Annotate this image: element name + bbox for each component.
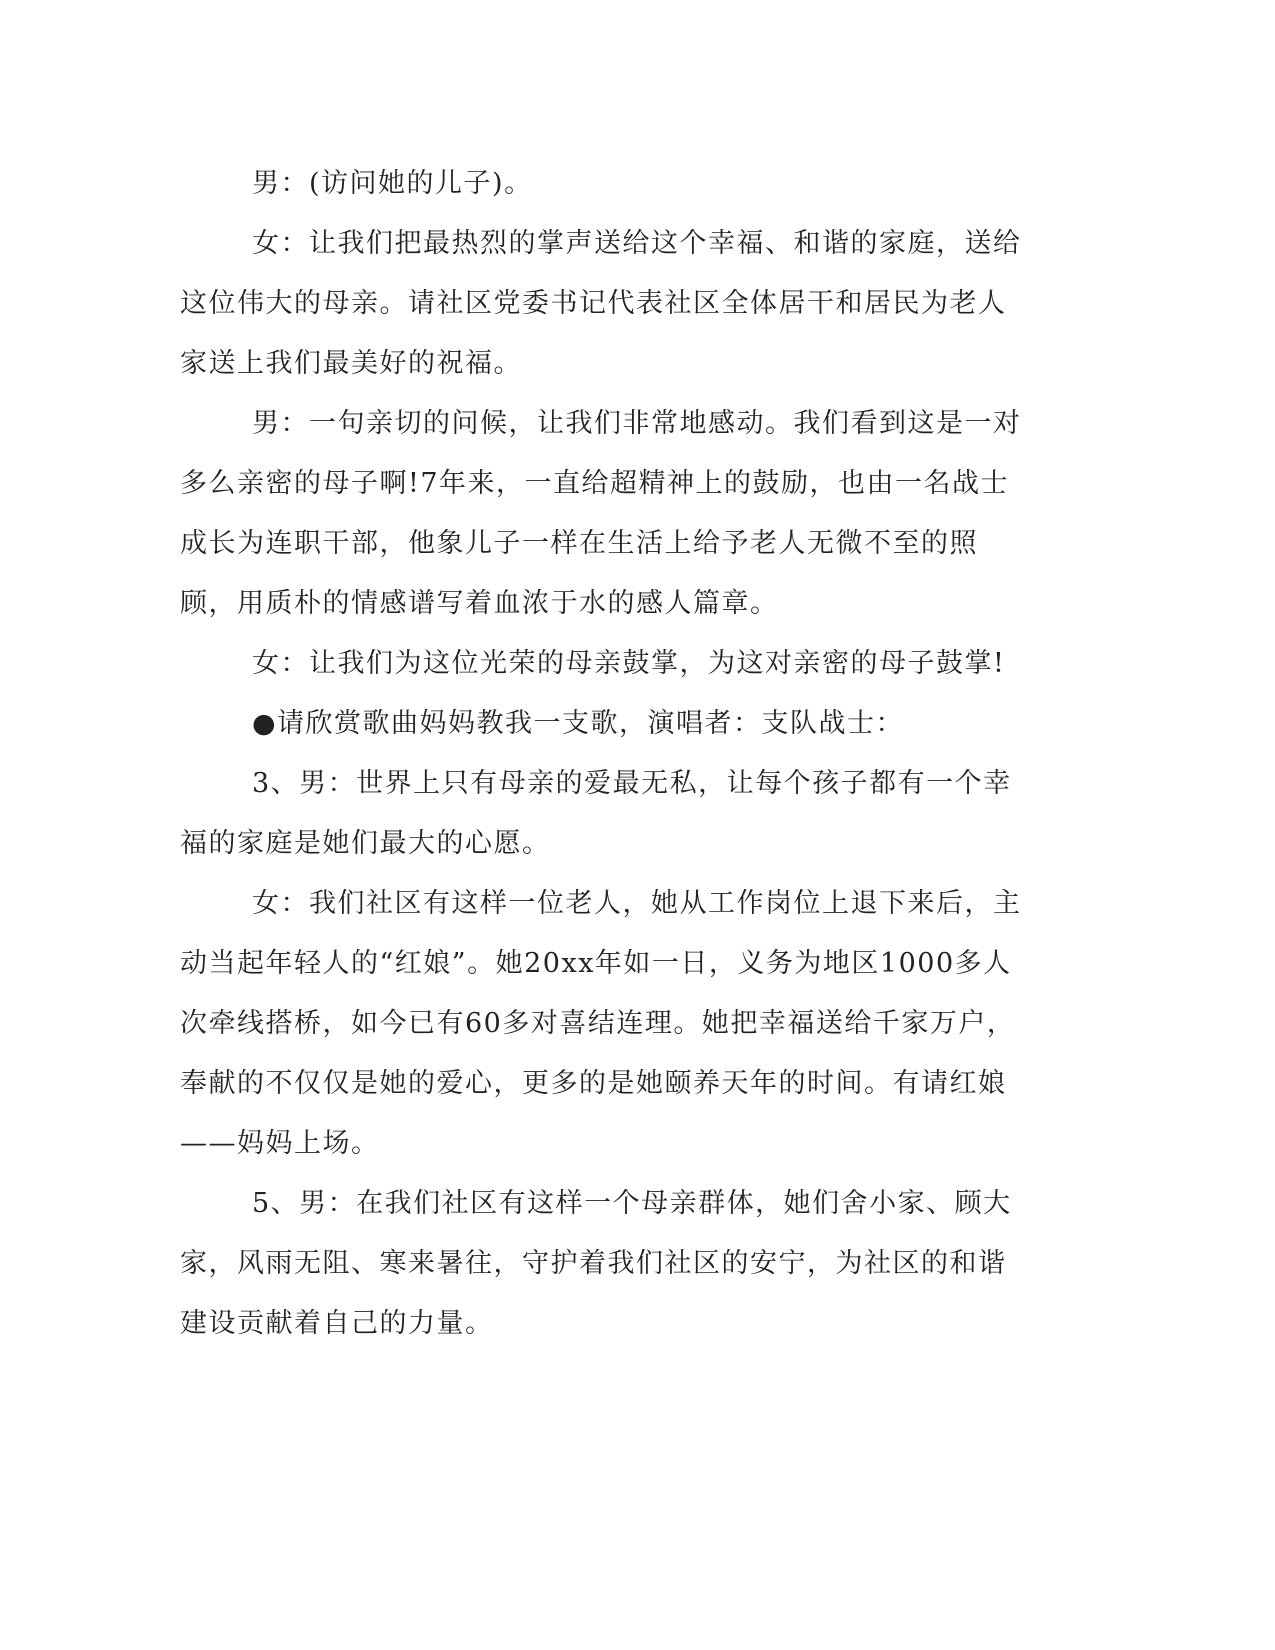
- paragraph-section-5: 5、男：在我们社区有这样一个母亲群体，她们舍小家、顾大家，风雨无阻、寒来暑往，守护着我们社区的安宁，为社区的和谐建设贡献着自己的力量。: [180, 1188, 1012, 1339]
- paragraph-matchmaker: 女：我们社区有这样一位老人，她从工作岗位上退下来后，主动当起年轻人的“红娘”。她20xx年如一日，义务为地区1000多人次牵线搭桥，如今已有60多对喜结连理。她把幸福送给千家万户，奉献的不仅仅是她的爱心，更多的是她颐养天年的时间。有请红娘——妈妈上场。: [180, 888, 1022, 1159]
- paragraph-applause-family: 女：让我们把最热烈的掌声送给这个幸福、和谐的家庭，送给这位伟大的母亲。请社区党委书记代表社区全体居干和居民为老人家送上我们最美好的祝福。: [180, 228, 1022, 379]
- paragraph-song-announcement: ●请欣赏歌曲妈妈教我一支歌，演唱者：支队战士：: [252, 708, 905, 739]
- paragraph-section-3: 3、男：世界上只有母亲的爱最无私，让每个孩子都有一个幸福的家庭是她们最大的心愿。: [180, 768, 1012, 859]
- paragraph-applause-mother: 女：让我们为这位光荣的母亲鼓掌，为这对亲密的母子鼓掌!: [252, 648, 1006, 679]
- paragraph-mother-son-story: 男：一句亲切的问候，让我们非常地感动。我们看到这是一对多么亲密的母子啊!7年来，一直给超精神上的鼓励，也由一名战士成长为连职干部，他象儿子一样在生活上给予老人无微不至的照顾，用质朴的情感谱写着血浓于水的感人篇章。: [180, 408, 1022, 619]
- paragraph-interview-son: 男：(访问她的儿子)。: [252, 168, 533, 199]
- document-page: [180, 154, 1030, 1354]
